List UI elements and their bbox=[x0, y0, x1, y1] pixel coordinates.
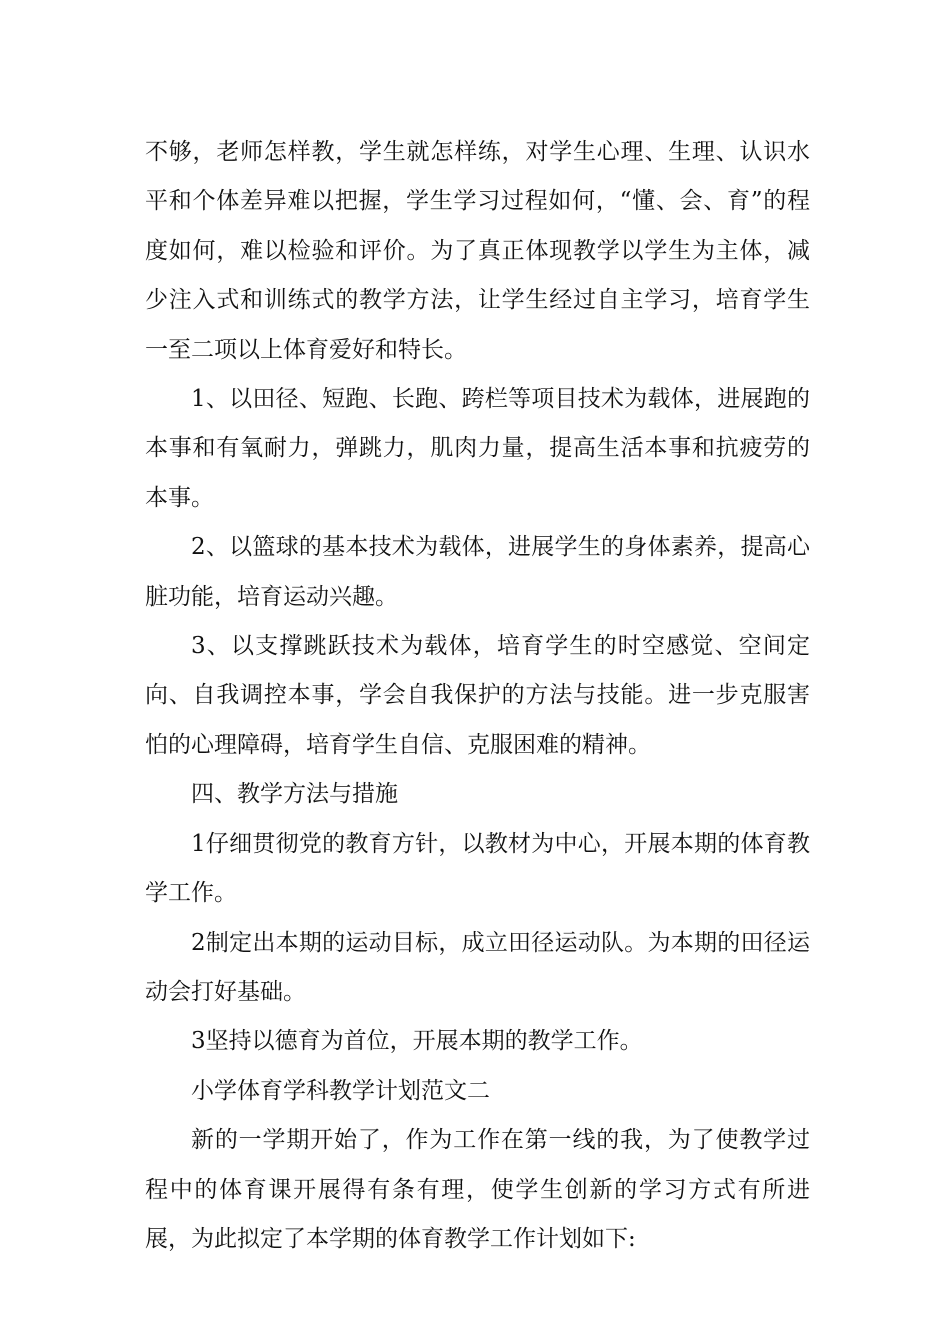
paragraph-method-2: 2制定出本期的运动目标，成立田径运动队。为本期的田径运动会打好基础。 bbox=[145, 929, 810, 1005]
paragraph-method-3: 3坚持以德育为首位，开展本期的教学工作。 bbox=[191, 1028, 643, 1055]
paragraph-item-1-track: 1、以田径、短跑、长跑、跨栏等项目技术为载体，进展跑的本事和有氧耐力，弹跳力，肌肉力量，提高生活本事和抗疲劳的本事。 bbox=[145, 386, 810, 511]
paragraph-item-2-basketball: 2、以篮球的基本技术为载体，进展学生的身体素养，提高心脏功能，培育运动兴趣。 bbox=[145, 534, 810, 610]
paragraph-intro-sample-two: 新的一学期开始了，作为工作在第一线的我，为了使教学过程中的体育课开展得有条有理，使学生创新的学习方式有所进展，为此拟定了本学期的体育教学工作计划如下: bbox=[145, 1127, 810, 1252]
paragraph-continuation: 不够，老师怎样教，学生就怎样练，对学生心理、生理、认识水平和个体差异难以把握，学生学习过程如何，“懂、会、育”的程度如何，难以检验和评价。为了真正体现教学以学生为主体，减少注入式和训练式的教学方法，让学生经过自主学习，培育学生一至二项以上体育爱好和特长。 bbox=[145, 139, 810, 363]
paragraph-item-3-vaulting: 3、以支撑跳跃技术为载体，培育学生的时空感觉、空间定向、自我调控本事，学会自我保护的方法与技能。进一步克服害怕的心理障碍，培育学生自信、克服困难的精神。 bbox=[145, 633, 810, 758]
section-heading-methods: 四、教学方法与措施 bbox=[191, 781, 398, 808]
document-body bbox=[145, 128, 810, 1264]
paragraph-method-1: 1仔细贯彻党的教育方针，以教材为中心，开展本期的体育教学工作。 bbox=[145, 830, 810, 907]
section-heading-sample-two: 小学体育学科教学计划范文二 bbox=[191, 1077, 490, 1104]
